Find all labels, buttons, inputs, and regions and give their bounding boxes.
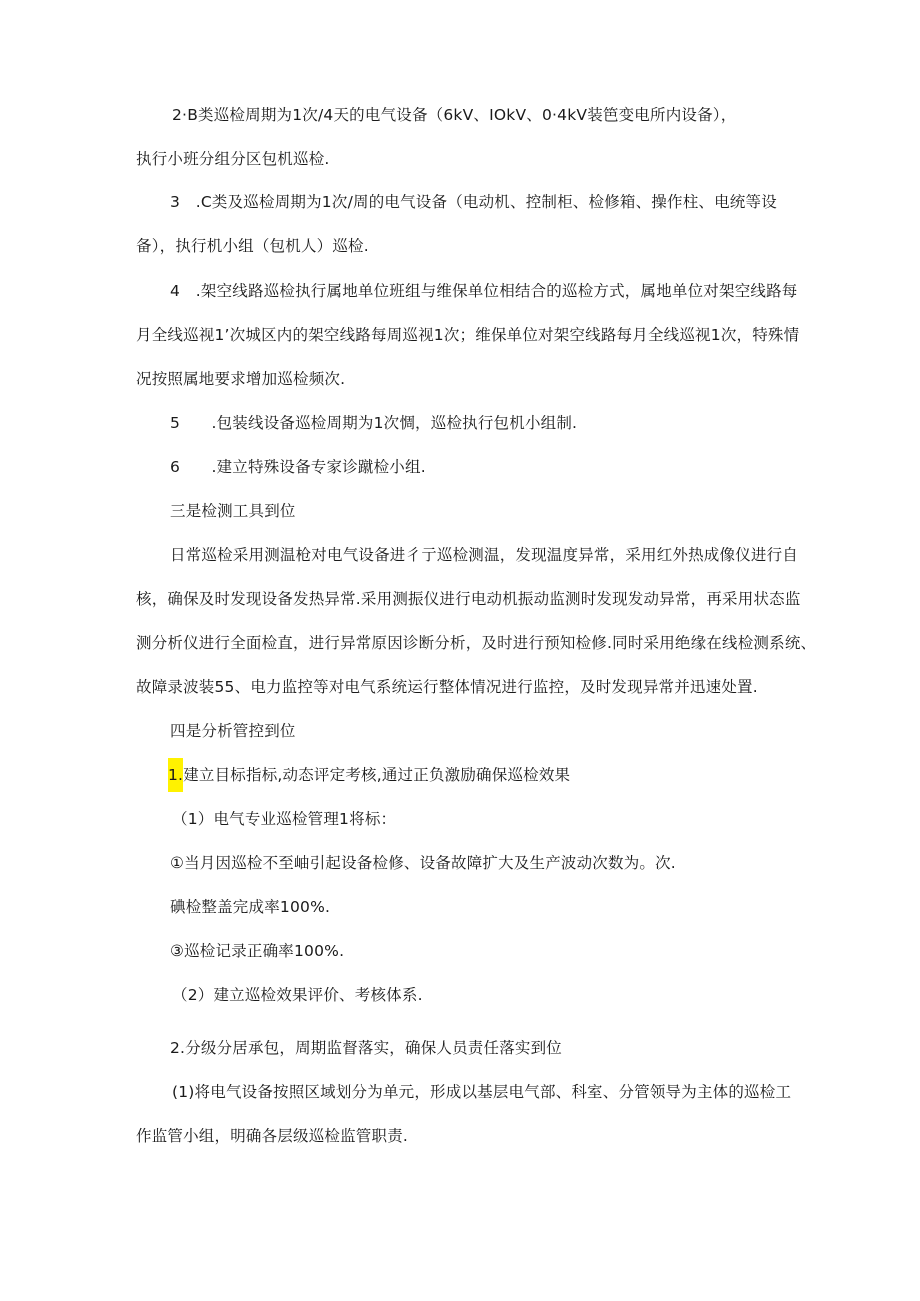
- paragraph-line: 执行小班分组分区包机巡检.: [136, 150, 330, 168]
- criteria-line: 碘检整盖完成率100%.: [170, 898, 331, 916]
- item-text: 建立目标指标,动态评定考核,通过正负激励确保巡检效果: [183, 766, 571, 784]
- numbered-item: 2.分级分居承包，周期监督落实，确保人员责任落实到位: [170, 1039, 562, 1057]
- item-number-highlight: 1.: [168, 758, 183, 792]
- criteria-line: ③巡检记录正确率100%.: [170, 942, 345, 960]
- paragraph-line: (1)将电气设备按照区域划分为单元，形成以基层电气部、科室、分管领导为主体的巡检工: [172, 1083, 792, 1101]
- sub-item: （2）建立巡检效果评价、考核体系.: [172, 986, 423, 1004]
- paragraph-line: 故障录波装55、电力监控等对电气系统运行整体情况进行监控，及时发现异常并迅速处置.: [136, 678, 758, 696]
- paragraph-line: 备），执行机小组（包机人）巡检.: [136, 237, 369, 255]
- paragraph-line: 测分析仪进行全面检直，进行异常原因诊断分析，及时进行预知检修.同时采用绝缘在线检测系统、: [136, 634, 817, 652]
- paragraph-line: 月全线巡视1’次城区内的架空线路每周巡视1次；维保单位对架空线路每月全线巡视1次，特殊情: [136, 326, 800, 344]
- criteria-line: ①当月因巡检不至岫引起设备检修、设备故障扩大及生产波动次数为。次.: [170, 854, 676, 872]
- sub-item: （1）电气专业巡检管理1将标：: [172, 810, 397, 828]
- paragraph-line: 核，确保及时发现设备发热异常.采用测振仪进行电动机振动监测时发现发动异常，再采用状态监: [136, 590, 801, 608]
- paragraph-line: 况按照属地要求增加巡检频次.: [136, 370, 346, 388]
- paragraph-line: 作监管小组，明确各层级巡检监管职责.: [136, 1127, 409, 1145]
- paragraph-line: 5 .包装线设备巡检周期为1次惆，巡检执行包机小组制.: [170, 414, 578, 432]
- section-heading: 四是分析管控到位: [170, 722, 296, 740]
- section-heading: 三是检测工具到位: [170, 502, 296, 520]
- paragraph-line: 4 .架空线路巡检执行属地单位班组与维保单位相结合的巡检方式，属地单位对架空线路每: [170, 282, 798, 300]
- numbered-item: [168, 764, 570, 786]
- paragraph-line: 2·B类巡检周期为1次/4天的电气设备（6kV、IOkV、0·4kV装笆变电所内设备），: [172, 106, 737, 124]
- paragraph-line: 3 .C类及巡检周期为1次/周的电气设备（电动机、控制柜、检修箱、操作柱、电统等设: [170, 193, 777, 211]
- paragraph-line: 6 .建立特殊设备专家诊蹴检小组.: [170, 458, 426, 476]
- paragraph-line: 日常巡检采用测温枪对电气设备进彳亍巡检测温，发现温度异常，采用红外热成像仪进行自: [170, 546, 799, 564]
